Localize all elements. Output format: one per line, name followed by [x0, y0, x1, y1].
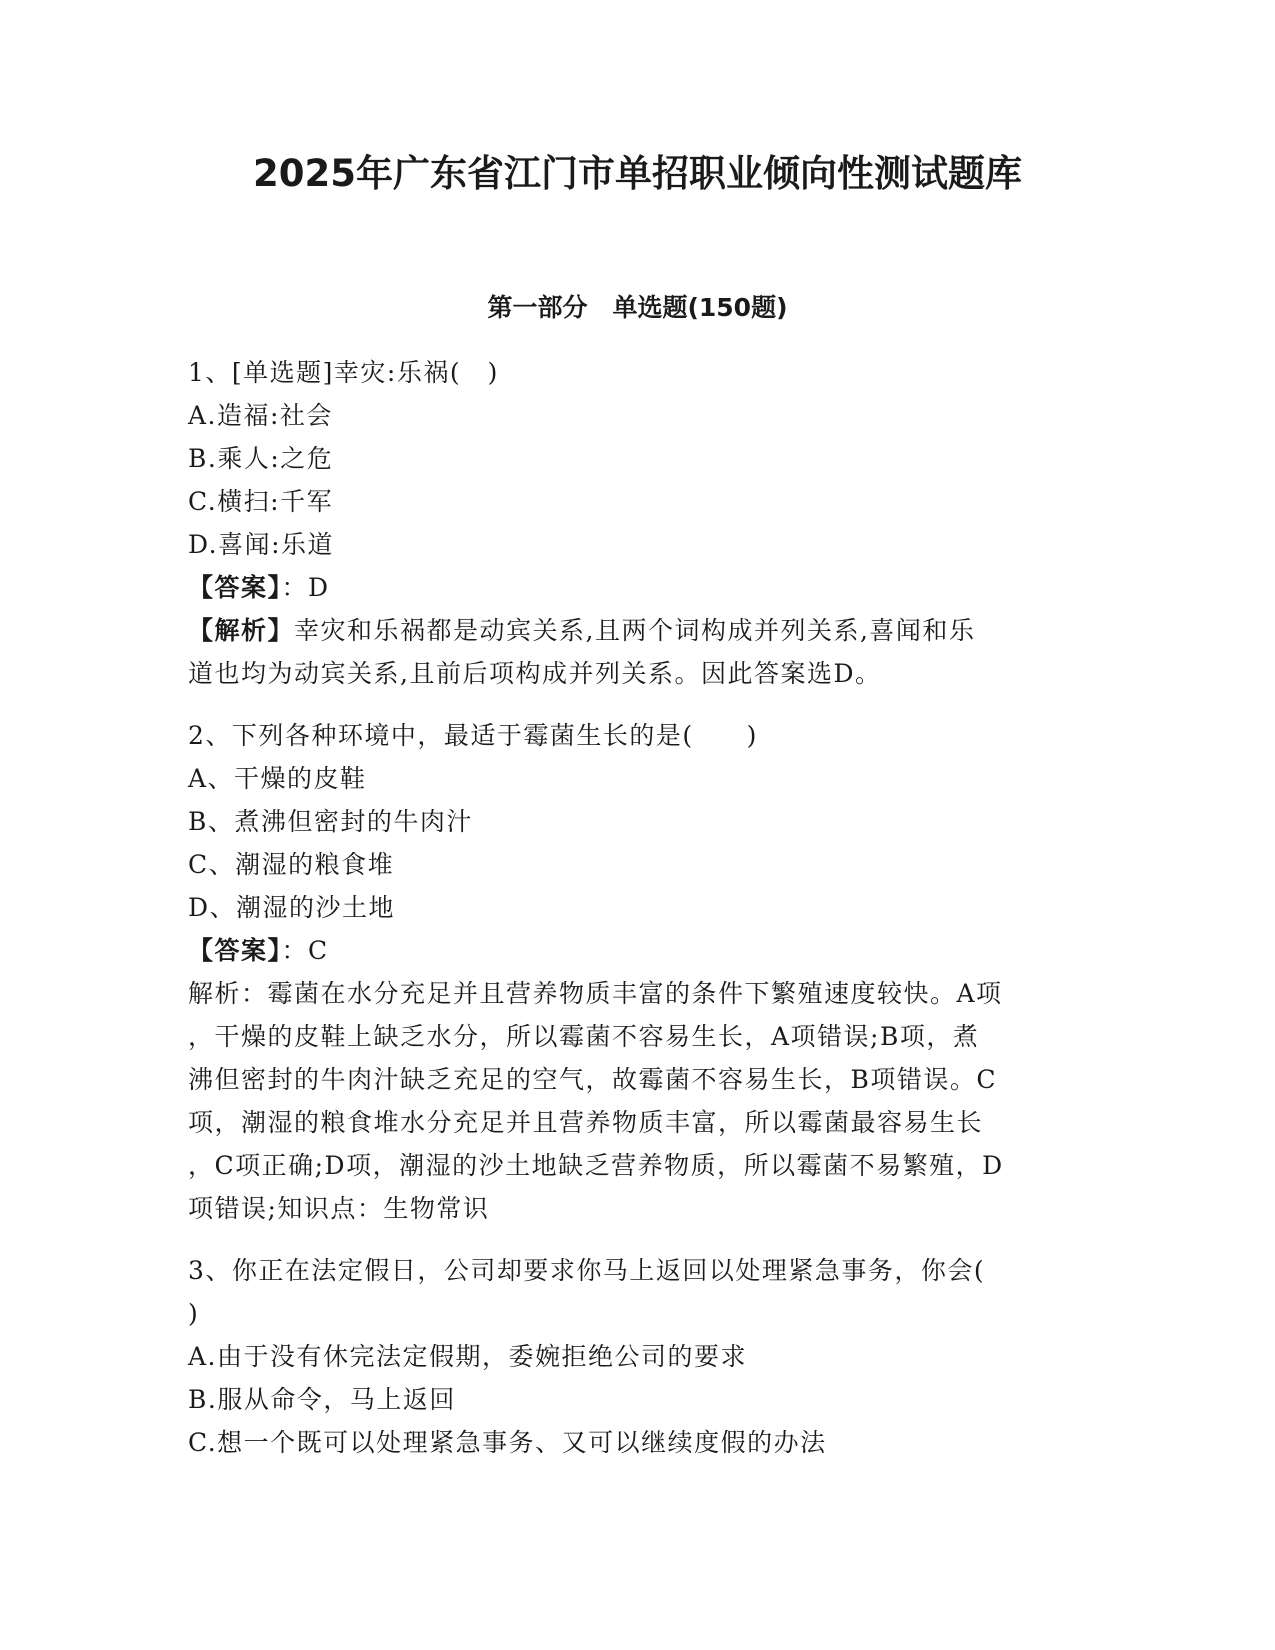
option-b: B.服从命令，马上返回: [188, 1385, 456, 1414]
option-d: D.喜闻:乐道: [188, 530, 335, 559]
analysis-line: ，C项正确;D项，潮湿的沙土地缺乏营养物质，所以霉菌不易繁殖，D: [188, 1151, 1004, 1180]
question-stem: 3、你正在法定假日，公司却要求你马上返回以处理紧急事务，你会(: [188, 1256, 986, 1285]
analysis-text: 幸灾和乐祸都是动宾关系,且两个词构成并列关系,喜闻和乐: [294, 616, 976, 645]
analysis-line: 解析：霉菌在水分充足并且营养物质丰富的条件下繁殖速度较快。A项: [188, 979, 1003, 1008]
answer-tag: 【答案】: [188, 936, 282, 965]
option-b: B.乘人:之危: [188, 444, 334, 473]
analysis-line: 项错误;知识点：生物常识: [188, 1194, 490, 1223]
question-list: [188, 351, 1088, 1464]
question-spacer: [188, 695, 1088, 714]
analysis-line: 沸但密封的牛肉汁缺乏充足的空气，故霉菌不容易生长，B项错误。C: [188, 1065, 998, 1094]
analysis-line: 项，潮湿的粮食堆水分充足并且营养物质丰富，所以霉菌最容易生长: [188, 1108, 984, 1137]
option-a: A.由于没有休完法定假期，委婉拒绝公司的要求: [188, 1342, 748, 1371]
question-2: [188, 714, 1088, 1230]
analysis-line: 道也均为动宾关系,且前后项构成并列关系。因此答案选D。: [188, 659, 882, 688]
question-spacer: [188, 1230, 1088, 1249]
section-title: 第一部分 单选题(150题): [487, 293, 788, 322]
option-c: C.横扫:千军: [188, 487, 334, 516]
option-a: A.造福:社会: [188, 401, 333, 430]
answer-value: ：C: [281, 936, 329, 965]
question-stem: 1、[单选题]幸灾:乐祸( ): [188, 358, 499, 387]
analysis-line: ，干燥的皮鞋上缺乏水分，所以霉菌不容易生长，A项错误;B项，煮: [188, 1022, 980, 1051]
question-3: [188, 1249, 1088, 1464]
answer-value: ：D: [281, 573, 330, 602]
question-stem-continuation: ): [188, 1299, 200, 1328]
option-a: A、干燥的皮鞋: [188, 764, 367, 793]
answer-tag: 【答案】: [188, 573, 282, 602]
option-b: B、煮沸但密封的牛肉汁: [188, 807, 473, 836]
answer-line: [188, 566, 1088, 609]
question-stem: 2、下列各种环境中，最适于霉菌生长的是( ): [188, 721, 758, 750]
question-1: [188, 351, 1088, 695]
option-c: C、潮湿的粮食堆: [188, 850, 395, 879]
option-d: D、潮湿的沙土地: [188, 893, 396, 922]
answer-line: [188, 929, 1088, 972]
document-title: 2025年广东省江门市单招职业倾向性测试题库: [253, 152, 1022, 195]
option-c: C.想一个既可以处理紧急事务、又可以继续度假的办法: [188, 1428, 827, 1457]
analysis-tag: 【解析】: [188, 616, 295, 645]
analysis-line: [188, 609, 1088, 652]
